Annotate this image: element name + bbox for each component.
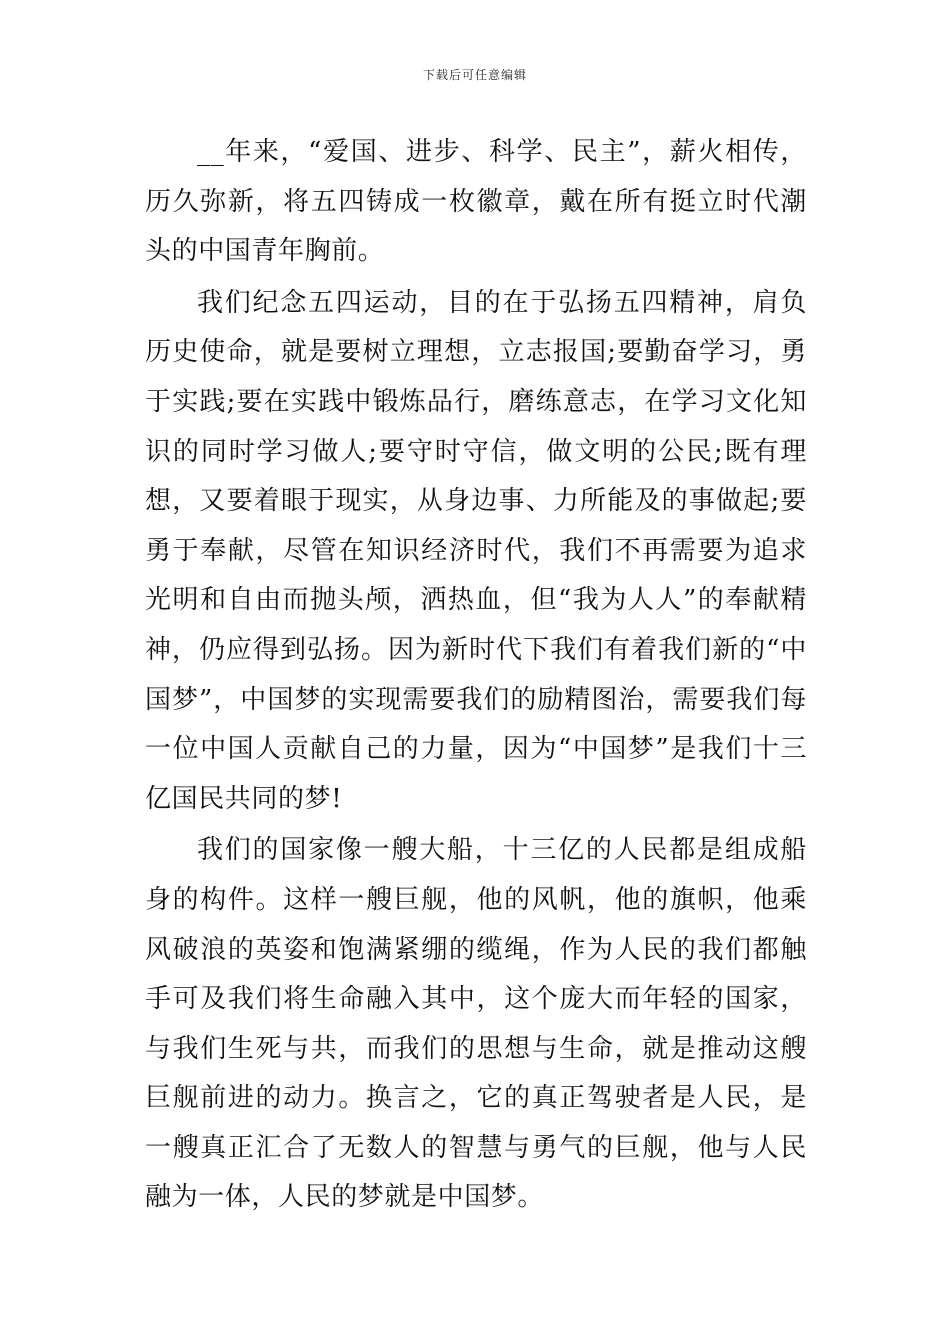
document-body [145, 128, 807, 1225]
header-note: 下载后可任意编辑 [422, 68, 527, 82]
paragraph-3: 我们的国家像一艘大船，十三亿的人民都是组成船身的构件。这样一艘巨舰，他的风帆，他的旗帜，他乘风破浪的英姿和饱满紧绷的缆绳，作为人民的我们都触手可及我们将生命融入其中，这个庞大而年轻的国家，与我们生死与共，而我们的思想与生命，就是推动这艘巨舰前进的动力。换言之，它的真正驾驶者是人民，是一艘真正汇合了无数人的智慧与勇气的巨舰，他与人民融为一体，人民的梦就是中国梦。 [145, 835, 807, 1213]
paragraph-1: __年来，“爱国、进步、科学、民主”，薪火相传，历久弥新，将五四铸成一枚徽章，戴在所有挺立时代潮头的中国青年胸前。 [145, 137, 807, 267]
paragraph-2: 我们纪念五四运动，目的在于弘扬五四精神，肩负历史使命，就是要树立理想，立志报国;要勤奋学习，勇于实践;要在实践中锻炼品行，磨练意志，在学习文化知识的同时学习做人;要守时守信，做文明的公民;既有理想，又要着眼于现实，从身边事、力所能及的事做起;要勇于奉献，尽管在知识经济时代，我们不再需要为追求光明和自由而抛头颅，洒热血，但“我为人人”的奉献精神，仍应得到弘扬。因为新时代下我们有着我们新的“中国梦”，中国梦的实现需要我们的励精图治，需要我们每一位中国人贡献自己的力量，因为“中国梦”是我们十三亿国民共同的梦! [145, 287, 807, 814]
